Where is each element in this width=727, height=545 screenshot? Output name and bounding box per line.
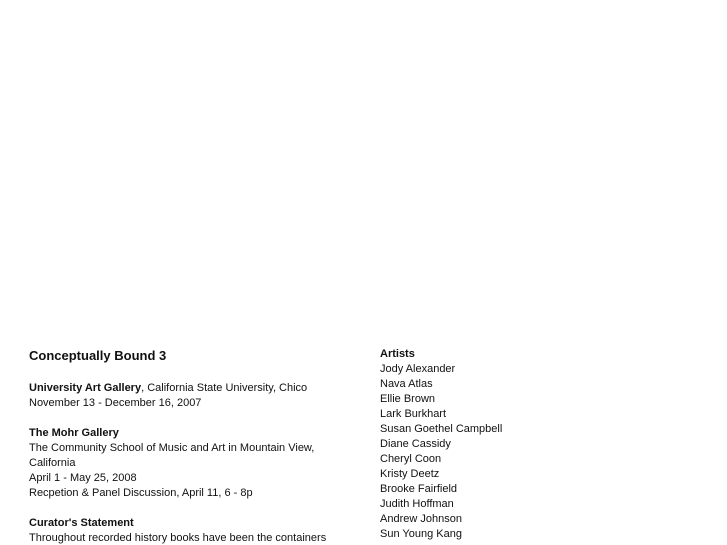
venue-event: Recpetion & Panel Discussion, April 11, 6 - 8p [29, 487, 253, 499]
artists-section [380, 347, 680, 542]
venue-name: University Art Gallery [29, 382, 142, 394]
artist-name: Susan Goethel Campbell [380, 423, 503, 435]
page-title: Conceptually Bound 3 [29, 348, 167, 363]
artists-heading: Artists [380, 348, 415, 360]
curators-statement [29, 516, 349, 545]
artist-name: Lark Burkhart [380, 408, 447, 420]
exhibition-info [29, 347, 349, 545]
venue-name: The Mohr Gallery [29, 427, 119, 439]
artist-name: Judith Hoffman [380, 498, 454, 510]
artist-name: Cheryl Coon [380, 453, 442, 465]
artist-name: Diane Cassidy [380, 438, 451, 450]
artist-name: Kristy Deetz [380, 468, 440, 480]
artist-name: Nava Atlas [380, 378, 433, 390]
venue-dates: November 13 - December 16, 2007 [29, 397, 202, 409]
artist-list [380, 362, 680, 542]
artist-name: Jody Alexander [380, 363, 456, 375]
artist-name: Andrew Johnson [380, 513, 462, 525]
statement-heading: Curator's Statement [29, 517, 134, 529]
venue-description: The Community School of Music and Art in Mountain View, California [29, 442, 315, 469]
venue-mohr-gallery [29, 426, 349, 501]
venue-name-line [29, 381, 349, 396]
artist-name: Brooke Fairfield [380, 483, 458, 495]
artist-name: Ellie Brown [380, 393, 436, 405]
statement-text: Throughout recorded history books have been the containers [29, 532, 327, 544]
venue-university-art-gallery [29, 381, 349, 411]
artist-name: Sun Young Kang [380, 528, 462, 540]
venue-location: , California State University, Chico [141, 382, 308, 394]
venue-dates: April 1 - May 25, 2008 [29, 472, 137, 484]
